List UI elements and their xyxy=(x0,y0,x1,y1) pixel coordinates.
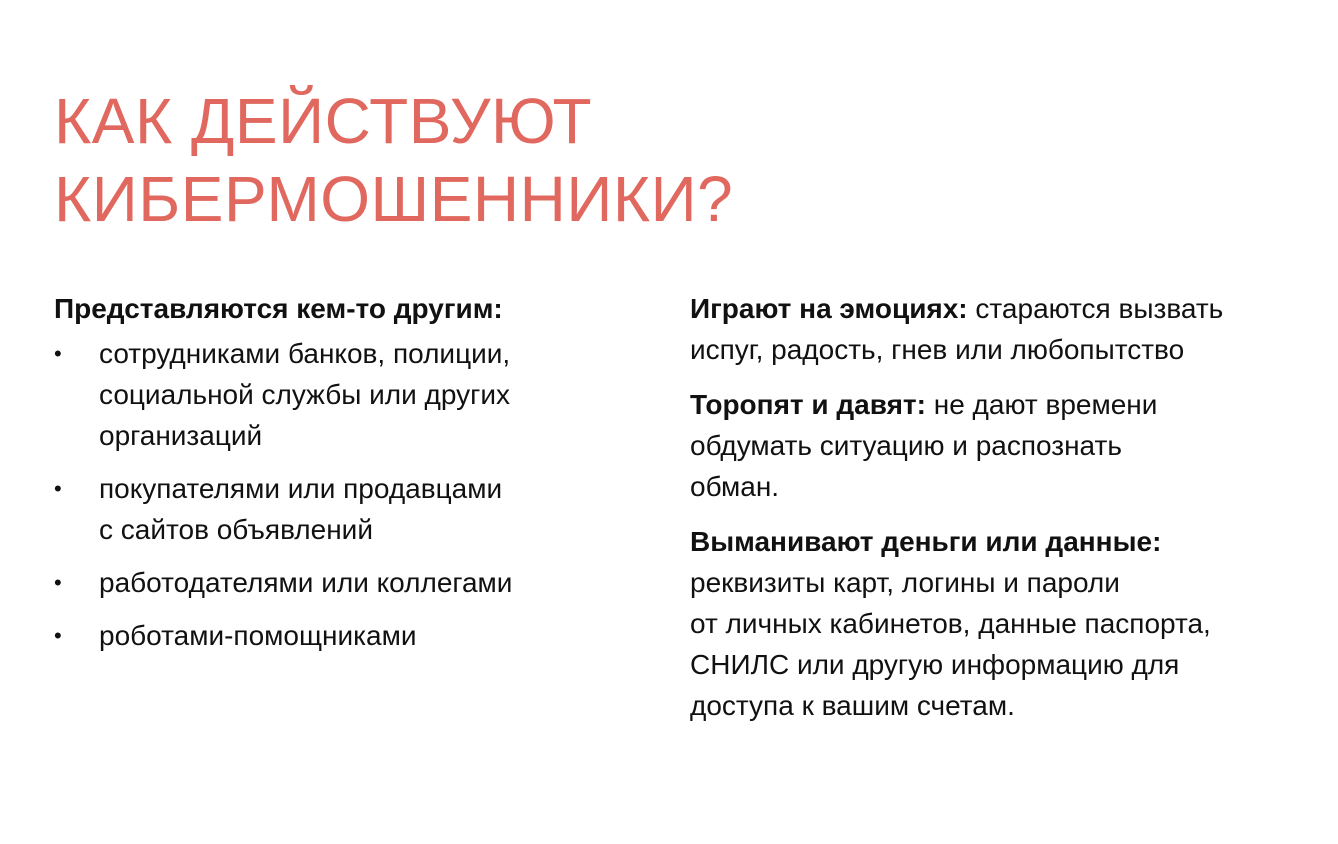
list-item xyxy=(54,615,644,656)
list-item-line: организаций xyxy=(99,420,263,451)
bullet-icon: • xyxy=(54,570,62,595)
paragraph-text: не дают времени xyxy=(925,389,1158,420)
paragraph-line xyxy=(690,384,1330,425)
paragraph-line: СНИЛС или другую информацию для xyxy=(690,649,1180,680)
slide-title xyxy=(54,82,954,238)
paragraph-line: от личных кабинетов, данные паспорта, xyxy=(690,608,1211,639)
paragraph-lead: Торопят и давят: xyxy=(690,389,926,420)
paragraph-line: доступа к вашим счетам. xyxy=(690,690,1015,721)
list-item xyxy=(54,333,644,456)
paragraph-text: стараются вызвать xyxy=(967,293,1224,324)
paragraph-lead: Выманивают деньги или данные: xyxy=(690,526,1162,557)
emotions-paragraph xyxy=(690,288,1330,370)
list-item-line: роботами-помощниками xyxy=(99,620,417,651)
right-column xyxy=(690,288,1330,740)
bullet-icon: • xyxy=(54,476,62,501)
paragraph-line: обдумать ситуацию и распознать xyxy=(690,430,1122,461)
list-item-line: покупателями или продавцами xyxy=(99,473,503,504)
paragraph-line: испуг, радость, гнев или любопытство xyxy=(690,334,1185,365)
list-item-line: социальной службы или других xyxy=(99,379,511,410)
list-item-line: с сайтов объявлений xyxy=(99,514,373,545)
data-theft-paragraph xyxy=(690,521,1330,726)
slide-title-line-1: КАК ДЕЙСТВУЮТ xyxy=(54,85,593,157)
list-item-line: работодателями или коллегами xyxy=(99,567,513,598)
paragraph-line xyxy=(690,521,1330,562)
left-column xyxy=(54,288,644,668)
paragraph-line xyxy=(690,288,1330,329)
left-heading: Представляются кем-то другим: xyxy=(54,293,503,324)
bullet-icon: • xyxy=(54,623,62,648)
list-item-line: сотрудниками банков, полиции, xyxy=(99,338,511,369)
bullet-icon: • xyxy=(54,341,62,366)
paragraph-line: реквизиты карт, логины и пароли xyxy=(690,567,1120,598)
paragraph-line: обман. xyxy=(690,471,780,502)
paragraph-lead: Играют на эмоциях: xyxy=(690,293,968,324)
list-item xyxy=(54,468,644,550)
pressure-paragraph xyxy=(690,384,1330,507)
list-item xyxy=(54,562,644,603)
slide-title-line-2: КИБЕРМОШЕННИКИ? xyxy=(54,163,734,235)
impersonation-list xyxy=(54,333,644,656)
